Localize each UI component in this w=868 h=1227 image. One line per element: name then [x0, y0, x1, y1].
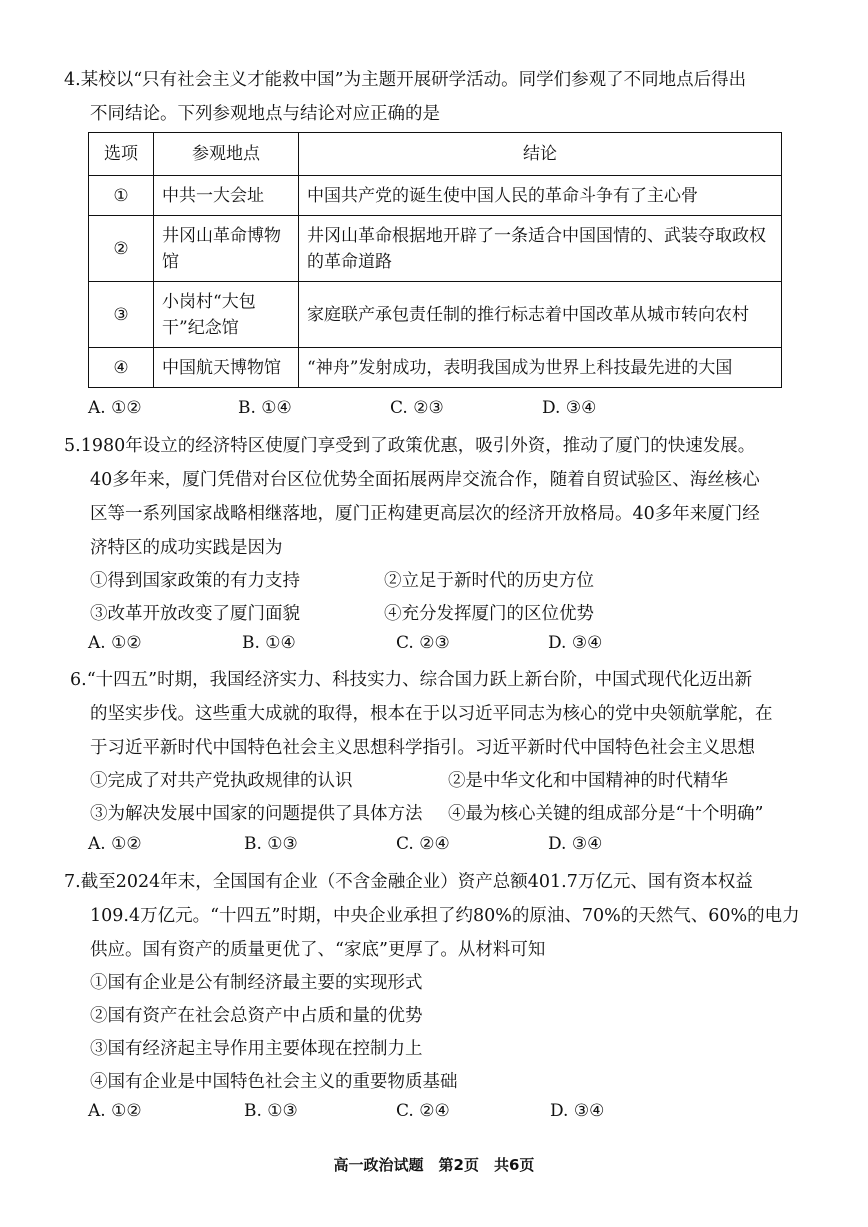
table-cell: 家庭联产承包责任制的推行标志着中国改革从城市转向农村	[299, 282, 782, 348]
table-cell: 井冈山革命博物馆	[154, 216, 299, 282]
q7-stem-line-3: 供应。国有资产的质量更优了、“家底”更厚了。从材料可知	[90, 940, 546, 960]
table-cell: 中共一大会址	[154, 176, 299, 216]
table-row	[89, 282, 782, 348]
table-cell: 小岗村“大包干”纪念馆	[154, 282, 299, 348]
q6-option-a[interactable]: A. ①②	[88, 834, 142, 854]
table-header: 结论	[299, 133, 782, 176]
table-header: 参观地点	[154, 133, 299, 176]
table-cell: 中国共产党的诞生使中国人民的革命斗争有了主心骨	[299, 176, 782, 216]
q7-option-d[interactable]: D. ③④	[550, 1101, 605, 1121]
q5-option-d[interactable]: D. ③④	[548, 633, 603, 653]
q4-option-b[interactable]: B. ①④	[238, 398, 292, 418]
q6-item-1: ①完成了对共产党执政规律的认识	[90, 771, 353, 791]
table-row	[89, 176, 782, 216]
q7-item-2: ②国有资产在社会总资产中占质和量的优势	[90, 1006, 423, 1026]
q5-stem-line-3: 区等一系列国家战略相继落地，厦门正构建更高层次的经济开放格局。40多年来厦门经	[90, 504, 760, 524]
q4-option-d[interactable]: D. ③④	[542, 398, 597, 418]
q4-option-a[interactable]: A. ①②	[88, 398, 142, 418]
q6-stem-line-2: 的坚实步伐。这些重大成就的取得，根本在于以习近平同志为核心的党中央领航掌舵，在	[90, 704, 773, 724]
q7-option-b[interactable]: B. ①③	[244, 1101, 298, 1121]
q7-item-3: ③国有经济起主导作用主要体现在控制力上	[90, 1039, 423, 1059]
q6-option-b[interactable]: B. ①③	[244, 834, 298, 854]
q7-stem-line-2: 109.4万亿元。“十四五”时期，中央企业承担了约80%的原油、70%的天然气、60%的电力	[90, 906, 800, 926]
q6-stem-line-3: 于习近平新时代中国特色社会主义思想科学指引。习近平新时代中国特色社会主义思想	[90, 738, 755, 758]
table-header: 选项	[89, 133, 154, 176]
q6-item-4: ④最为核心关键的组成部分是“十个明确”	[448, 804, 764, 824]
table-cell: ③	[89, 282, 154, 348]
q6-item-2: ②是中华文化和中国精神的时代精华	[448, 771, 728, 791]
q5-stem-line-2: 40多年来，厦门凭借对台区位优势全面拓展两岸交流合作，随着自贸试验区、海丝核心	[90, 470, 760, 490]
q5-item-2: ②立足于新时代的历史方位	[384, 571, 594, 591]
q7-stem-line-1: 7.截至2024年末，全国国有企业（不含金融企业）资产总额401.7万亿元、国有资本权益	[64, 872, 753, 892]
q6-option-d[interactable]: D. ③④	[548, 834, 603, 854]
table-cell: 中国航天博物馆	[154, 348, 299, 388]
table-cell: ①	[89, 176, 154, 216]
q5-option-a[interactable]: A. ①②	[88, 633, 142, 653]
q7-item-4: ④国有企业是中国特色社会主义的重要物质基础	[90, 1072, 458, 1092]
table-row	[89, 216, 782, 282]
q4-stem-line-2: 不同结论。下列参观地点与结论对应正确的是	[90, 104, 440, 124]
q6-option-c[interactable]: C. ②④	[396, 834, 450, 854]
table-cell: ④	[89, 348, 154, 388]
q5-item-1: ①得到国家政策的有力支持	[90, 571, 300, 591]
table-cell: 井冈山革命根据地开辟了一条适合中国国情的、武装夺取政权的革命道路	[299, 216, 782, 282]
q5-option-b[interactable]: B. ①④	[242, 633, 296, 653]
q5-item-4: ④充分发挥厦门的区位优势	[384, 604, 594, 624]
q4-option-c[interactable]: C. ②③	[390, 398, 444, 418]
q5-item-3: ③改革开放改变了厦门面貌	[90, 604, 300, 624]
table-header-row	[89, 133, 782, 176]
page-footer: 高一政治试题 第2页 共6页	[333, 1156, 535, 1174]
q7-option-c[interactable]: C. ②④	[396, 1101, 450, 1121]
q4-stem-line-1: 4.某校以“只有社会主义才能救中国”为主题开展研学活动。同学们参观了不同地点后得出	[64, 70, 747, 90]
table-row	[89, 348, 782, 388]
table-cell: “神舟”发射成功，表明我国成为世界上科技最先进的大国	[299, 348, 782, 388]
table-cell: ②	[89, 216, 154, 282]
q4-table	[88, 132, 782, 388]
q5-stem-line-1: 5.1980年设立的经济特区使厦门享受到了政策优惠，吸引外资，推动了厦门的快速发展。	[64, 436, 756, 456]
q5-option-c[interactable]: C. ②③	[396, 633, 450, 653]
q7-option-a[interactable]: A. ①②	[88, 1101, 142, 1121]
q6-stem-line-1: 6.“十四五”时期，我国经济实力、科技实力、综合国力跃上新台阶，中国式现代化迈出新	[70, 670, 753, 690]
q6-item-3: ③为解决发展中国家的问题提供了具体方法	[90, 804, 423, 824]
q5-stem-line-4: 济特区的成功实践是因为	[90, 538, 283, 558]
q7-item-1: ①国有企业是公有制经济最主要的实现形式	[90, 973, 423, 993]
